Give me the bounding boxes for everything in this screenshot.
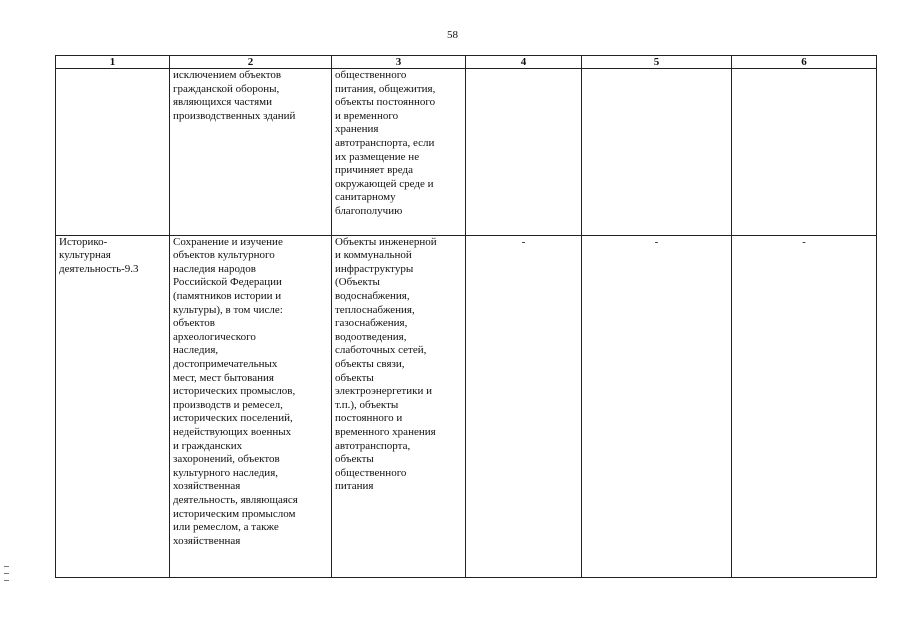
land-use-table [55, 55, 877, 578]
header-col-4: 4 [466, 56, 582, 69]
cell-text: Сохранение и изучение объектов культурного наследия народов Российской Федерации (памятников истории и культуры), в том числе: объектов археологического наследия, достопримечательных мест, мест бытования исторических промыслов, производств и ремесел, исторических поселений, недействующих военных и гражданских захоронений, объектов культурного наследия, хозяйственная деятельность, являющаяся историческим промыслом или ремеслом, а также хозяйственная [173, 235, 298, 547]
cell-col-5 [582, 69, 732, 236]
margin-mark [4, 566, 9, 567]
header-col-2: 2 [170, 56, 332, 69]
cell-description [170, 69, 332, 236]
cell-col-5: - [582, 235, 732, 577]
cell-col-6 [732, 69, 877, 236]
table-header-row [56, 56, 877, 69]
cell-text: Историко- культурная деятельность-9.3 [59, 235, 139, 275]
cell-text: Объекты инженерной и коммунальной инфраструктуры (Объекты водоснабжения, теплоснабжения, газоснабжения, водоотведения, слаботочных сетей, объекты связи, объекты электроэнергетики и т.п.), объекты постоянного и временного хранения автотранспорта, объекты общественного питания [335, 235, 437, 493]
cell-col-4 [466, 69, 582, 236]
header-col-5: 5 [582, 56, 732, 69]
cell-description [170, 235, 332, 577]
header-col-3: 3 [332, 56, 466, 69]
cell-permitted-objects [332, 235, 466, 577]
header-col-1: 1 [56, 56, 170, 69]
table-row [56, 69, 877, 236]
page-number: 58 [447, 29, 458, 41]
margin-mark [4, 580, 9, 581]
table-row [56, 235, 877, 577]
margin-mark [4, 573, 9, 574]
cell-text: исключением объектов гражданской обороны, являющихся частями производственных зданий [173, 69, 296, 122]
header-col-6: 6 [732, 56, 877, 69]
cell-col-6: - [732, 235, 877, 577]
cell-text: общественного питания, общежития, объекты постоянного и временного хранения автотранспорта, если их размещение не причиняет вреда окружающей среде и санитарному благополучию [335, 69, 436, 217]
cell-permitted-objects [332, 69, 466, 236]
cell-use-type [56, 235, 170, 577]
cell-use-type [56, 69, 170, 236]
cell-col-4: - [466, 235, 582, 577]
